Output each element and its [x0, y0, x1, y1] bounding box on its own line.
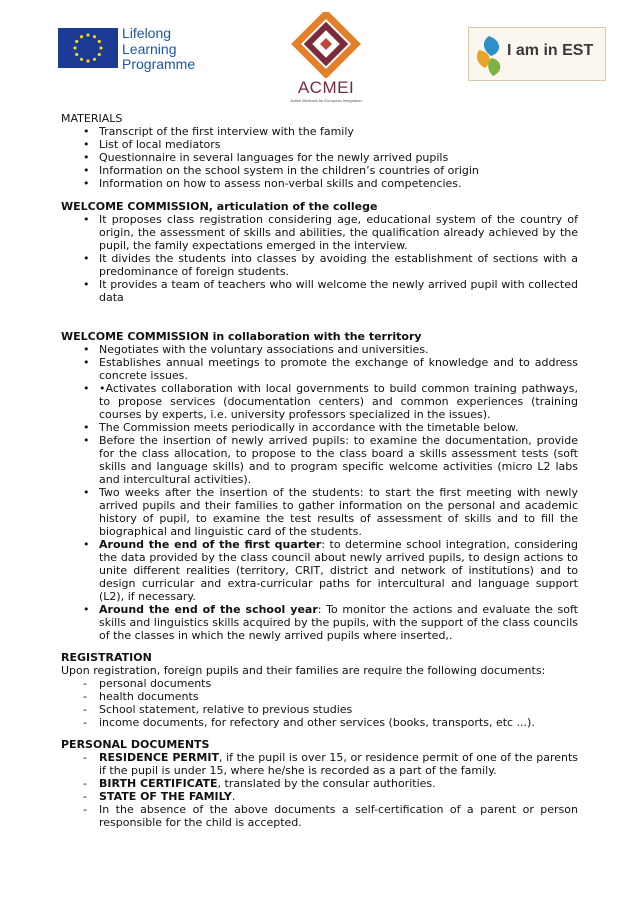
- eu-star-icon: [75, 53, 78, 56]
- materials-list: [61, 125, 578, 190]
- acmei-logo: [290, 12, 362, 108]
- list-item: • It provides a team of teachers who will welcome the newly arrived pupil with collected data: [61, 278, 578, 304]
- registration-title: REGISTRATION: [61, 651, 152, 664]
- first-quarter-text: : to determine school integration, considering the data provided by the class council about newly arrived pupils, to design actions to unite different realities (territory, CRIT, district and network of institutions) and to design curricular and extra-curricular paths for intercultural and language support (L2), if necessary.: [99, 538, 578, 603]
- school-year-label: Around the end of the school year: [99, 603, 318, 616]
- list-item: • Information on how to assess non-verbal skills and competencies.: [61, 177, 578, 190]
- list-item: - personal documents: [61, 677, 578, 690]
- eu-star-icon: [98, 40, 101, 43]
- first-quarter-label: Around the end of the first quarter: [99, 538, 322, 551]
- list-item: • The Commission meets periodically in accordance with the timetable below.: [61, 421, 578, 434]
- i-am-in-est-logo: [468, 27, 606, 81]
- header-logos: [0, 0, 638, 110]
- list-item: • Negotiates with the voluntary associations and universities.: [61, 343, 578, 356]
- eu-logo-line: Programme: [122, 56, 196, 72]
- list-item: • Two weeks after the insertion of the students: to start the first meeting with newly arrived pupils and their families to gather information on the personal and academic history of pupil, to examine the test results of assessment of skills and to fill the biographical and linguistic card of the students.: [61, 486, 578, 538]
- acmei-tagline: Active Methods for European Integration: [290, 98, 362, 103]
- list-item: [61, 790, 578, 803]
- list-item: - In the absence of the above documents a self-certification of a parent or person responsible for the child is accepted.: [61, 803, 578, 829]
- eu-star-icon: [73, 46, 76, 49]
- eu-star-icon: [86, 33, 89, 36]
- birth-certificate-text: , translated by the consular authorities.: [217, 777, 436, 790]
- eu-star-icon: [99, 46, 102, 49]
- eu-star-icon: [80, 35, 83, 38]
- acmei-name: ACMEI: [297, 78, 355, 97]
- birth-certificate-label: BIRTH CERTIFICATE: [99, 777, 218, 790]
- eu-logo-line: Lifelong: [122, 25, 172, 41]
- eu-star-icon: [75, 40, 78, 43]
- list-item: - School statement, relative to previous studies: [61, 703, 578, 716]
- list-item: • List of local mediators: [61, 138, 578, 151]
- residence-permit-label: RESIDENCE PERMIT: [99, 751, 219, 764]
- eu-star-icon: [93, 35, 96, 38]
- personal-documents-title: PERSONAL DOCUMENTS: [61, 738, 210, 751]
- acmei-diamond-icon: [290, 12, 362, 78]
- list-item: • •Activates collaboration with local governments to build common training pathways, to propose services (documentation centers) and common experiences (training courses by experts, i.e. university professors specialized in the issues).: [61, 382, 578, 421]
- school-year-text: : To monitor the actions and evaluate the soft skills and linguistics skills acquired by the pupils, with the support of the class councils of the classes in which the newly arrived pupils where inserted,.: [99, 603, 578, 642]
- list-item: - income documents, for refectory and other services (books, transports, etc ...).: [61, 716, 578, 729]
- welcome-territory-list: [61, 343, 578, 642]
- list-item: • Questionnaire in several languages for the newly arrived pupils: [61, 151, 578, 164]
- eu-flag-icon: [58, 28, 118, 68]
- list-item: • It divides the students into classes by avoiding the establishment of sections with a predominance of foreign students.: [61, 252, 578, 278]
- list-item: - health documents: [61, 690, 578, 703]
- list-item: • Establishes annual meetings to promote the exchange of knowledge and to address concrete issues.: [61, 356, 578, 382]
- list-item: [61, 751, 578, 777]
- list-item: [61, 777, 578, 790]
- document-body: [61, 112, 578, 829]
- eu-star-icon: [86, 59, 89, 62]
- eu-star-icon: [80, 58, 83, 61]
- residence-permit-text: , if the pupil is over 15, or residence permit of one of the parents if the pupil is under 15, where he/she is recorded as a part of the family.: [99, 751, 579, 777]
- list-item: [61, 538, 578, 603]
- materials-title: MATERIALS: [61, 112, 123, 125]
- registration-intro: Upon registration, foreign pupils and their families are require the following documents:: [61, 664, 546, 677]
- list-item: • Before the insertion of newly arrived pupils: to examine the documentation, provide for the class allocation, to propose to the class board a skills assessment tests (soft skills and language skills) and to program specific welcome activities (micro L2 labs and intercultural activities).: [61, 434, 578, 486]
- welcome-college-title: WELCOME COMMISSION, articulation of the college: [61, 200, 378, 213]
- list-item: • Transcript of the first interview with the family: [61, 125, 578, 138]
- list-item: [61, 603, 578, 642]
- eu-logo-line: Learning: [122, 40, 177, 57]
- welcome-college-list: [61, 213, 578, 304]
- leaf-icon: [473, 32, 507, 78]
- personal-documents-list: [61, 751, 578, 829]
- lifelong-learning-logo: [58, 26, 203, 72]
- state-of-family-text: .: [231, 790, 236, 803]
- eu-star-icon: [93, 58, 96, 61]
- list-item: • It proposes class registration considering age, educational system of the country of origin, the assessment of skills and abilities, the qualification already achieved by the pupil, the family expectations emerged in the interview.: [61, 213, 578, 252]
- registration-list: [61, 677, 578, 729]
- list-item: • Information on the school system in the children’s countries of origin: [61, 164, 578, 177]
- welcome-territory-title: WELCOME COMMISSION in collaboration with the territory: [61, 330, 422, 343]
- eu-star-icon: [98, 53, 101, 56]
- eu-logo-text: [122, 26, 195, 73]
- est-logo-text: I am in EST: [507, 42, 594, 59]
- state-of-family-label: STATE OF THE FAMILY: [99, 790, 232, 803]
